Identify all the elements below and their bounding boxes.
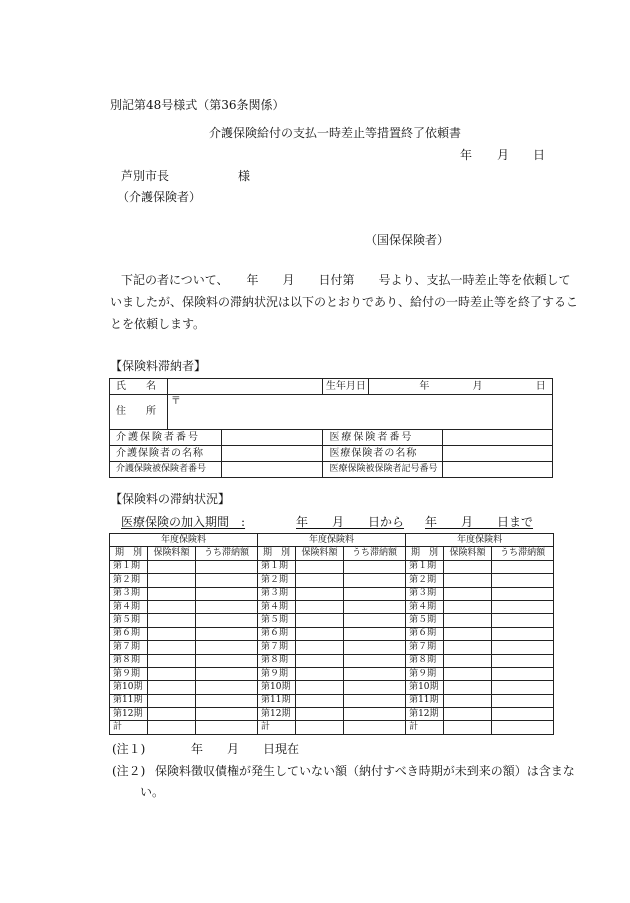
amount-cell[interactable] [296,641,344,654]
period-label-text: 第４期 [409,601,437,612]
period-label-text: 第１期 [409,561,437,572]
body-line-2: いましたが、保険料の滞納状況は以下のとおりであり、給付の一時差止等を終了するこ [110,295,579,309]
arrears-cell[interactable] [344,600,406,613]
amount-cell[interactable] [148,641,196,654]
period-label [110,694,148,707]
med-name-label: 医療保険者の名称 [323,446,443,462]
total-label [258,721,296,734]
table-row [110,574,554,587]
med-number-label: 医療保険者番号 [323,430,443,446]
col-period-header-text: 期 別 [114,548,142,559]
amount-cell[interactable] [148,667,196,680]
arrears-cell[interactable] [344,654,406,667]
period-label-text: 第12期 [261,708,291,719]
group-header [406,534,554,547]
total-amount-cell[interactable] [444,721,492,734]
group-header [110,534,258,547]
arrears-cell[interactable] [492,694,554,707]
arrears-cell[interactable] [492,627,554,640]
arrears-cell[interactable] [492,667,554,680]
period-label [406,681,444,694]
period-label [258,614,296,627]
total-label-text: 計 [113,722,123,733]
arrears-cell[interactable] [196,641,258,654]
note1-text: 年 月 日現在 [191,742,300,756]
col-period-header [110,547,148,560]
total-arrears-cell[interactable] [492,721,554,734]
arrears-cell[interactable] [196,600,258,613]
period-label [110,560,148,573]
amount-cell[interactable] [444,614,492,627]
period-label: 医療保険の加入期間 : [121,515,246,529]
name-field[interactable] [167,379,323,395]
arrears-cell[interactable] [492,641,554,654]
ltc-insured-field[interactable] [221,462,323,478]
table-row [110,694,554,707]
table-row [110,614,554,627]
amount-cell[interactable] [148,694,196,707]
note1-label: (注１) [112,742,146,756]
table-row [110,667,554,680]
amount-cell[interactable] [296,600,344,613]
period-label [406,667,444,680]
period-label [258,641,296,654]
col-period-header [258,547,296,560]
med-name-field[interactable] [443,446,553,462]
period-label-text: 第11期 [409,695,439,706]
note2-label: (注２) [112,764,146,778]
payer-table [109,378,553,478]
body-line-3: とを依頼します。 [110,317,206,331]
amount-cell[interactable] [444,587,492,600]
amount-cell[interactable] [444,641,492,654]
period-label-text: 第３期 [261,588,289,599]
col-amount-header-text: 保険料額 [301,548,338,559]
period-label-text: 第１期 [113,561,141,572]
table-row [110,600,554,613]
arrears-column-header-row [110,547,554,560]
period-label [406,708,444,721]
ltc-name-field[interactable] [221,446,323,462]
arrears-table [109,533,554,735]
arrears-group-header-row [110,534,554,547]
group-header-text: 年度保険料 [161,534,207,545]
payer-row-name [110,379,553,395]
total-arrears-cell[interactable] [344,721,406,734]
arrears-cell[interactable] [344,574,406,587]
period-label-text: 第10期 [261,681,291,692]
period-label [110,708,148,721]
period-label-text: 第７期 [409,641,437,652]
arrears-cell[interactable] [196,694,258,707]
amount-cell[interactable] [148,627,196,640]
amount-cell[interactable] [148,587,196,600]
amount-cell[interactable] [444,627,492,640]
total-amount-cell[interactable] [148,721,196,734]
period-label [406,587,444,600]
period-label [258,574,296,587]
period-label [110,600,148,613]
period-label [258,654,296,667]
arrears-cell[interactable] [492,560,554,573]
birth-year: 年 [419,380,430,392]
payer-row-3 [110,462,553,478]
arrears-cell[interactable] [344,560,406,573]
amount-cell[interactable] [296,708,344,721]
birth-day: 日 [535,380,546,392]
name-label: 氏 名 [110,379,168,395]
arrears-cell[interactable] [492,681,554,694]
col-amount-header-text: 保険料額 [153,548,190,559]
amount-cell[interactable] [296,694,344,707]
period-label [406,654,444,667]
note2-line1: 保険料徴収債権が発生していない額（納付すべき時期が未到来の額）は含まな [155,764,575,778]
address-label: 住 所 [110,395,168,430]
arrears-cell[interactable] [344,694,406,707]
col-arrears-header-text: うち滞納額 [500,548,546,559]
period-label-text: 第８期 [261,655,289,666]
arrears-cell[interactable] [344,667,406,680]
amount-cell[interactable] [148,708,196,721]
arrears-cell[interactable] [492,654,554,667]
period-label [110,654,148,667]
date-year: 年 [460,148,473,162]
body-line-1: 下記の者について、 年 月 日付第 号より、支払一時差止等を依頼して [121,273,571,287]
table-row [110,627,554,640]
amount-cell[interactable] [444,708,492,721]
table-row [110,654,554,667]
col-period-header [406,547,444,560]
med-number-field[interactable] [443,430,553,446]
period-label-text: 第12期 [113,708,143,719]
arrears-cell[interactable] [344,708,406,721]
table-row [110,587,554,600]
period-label-text: 第４期 [113,601,141,612]
table-row [110,708,554,721]
period-label [406,641,444,654]
period-label [110,574,148,587]
note2-line2: い。 [140,785,165,799]
period-label [258,708,296,721]
arrears-cell[interactable] [344,587,406,600]
period-label [110,641,148,654]
col-period-header-text: 期 別 [263,548,291,559]
amount-cell[interactable] [148,681,196,694]
period-label [110,587,148,600]
recipient-name: 芦別市長 [121,169,170,183]
period-label-text: 第９期 [261,668,289,679]
period-label [406,574,444,587]
amount-cell[interactable] [444,681,492,694]
period-label-text: 第10期 [113,681,143,692]
period-label [110,627,148,640]
period-label-text: 第３期 [113,588,141,599]
amount-cell[interactable] [444,694,492,707]
arrears-cell[interactable] [196,667,258,680]
period-label-text: 第５期 [113,615,141,626]
col-amount-header [296,547,344,560]
arrears-cell[interactable] [196,574,258,587]
amount-cell[interactable] [296,587,344,600]
arrears-cell[interactable] [196,654,258,667]
ltc-insured-label: 介護保険被保険者番号 [110,462,222,478]
col-amount-header [148,547,196,560]
period-label-text: 第８期 [113,655,141,666]
amount-cell[interactable] [296,667,344,680]
period-label [406,600,444,613]
period-label-text: 第４期 [261,601,289,612]
arrears-cell[interactable] [492,587,554,600]
period-label-text: 第２期 [409,574,437,585]
amount-cell[interactable] [296,574,344,587]
table-row [110,681,554,694]
amount-cell[interactable] [148,614,196,627]
period-label-text: 第６期 [113,628,141,639]
period-label [258,560,296,573]
amount-cell[interactable] [148,574,196,587]
col-amount-header-text: 保険料額 [449,548,486,559]
payer-row-2 [110,446,553,462]
group-header-text: 年度保険料 [309,534,355,545]
amount-cell[interactable] [444,600,492,613]
payer-row-1 [110,430,553,446]
total-label [110,721,148,734]
period-label-text: 第12期 [409,708,439,719]
arrears-cell[interactable] [196,627,258,640]
col-arrears-header [196,547,258,560]
group-header-text: 年度保険料 [457,534,503,545]
arrears-cell[interactable] [196,614,258,627]
med-insured-field[interactable] [443,462,553,478]
amount-cell[interactable] [296,654,344,667]
period-label [258,587,296,600]
date-month: 月 [497,148,510,162]
arrears-heading: 【保険料の滞納状況】 [110,492,231,506]
period-from: 年 月 日から [296,515,405,529]
ltc-number-field[interactable] [221,430,323,446]
col-arrears-header-text: うち滞納額 [204,548,250,559]
arrears-cell[interactable] [196,681,258,694]
arrears-cell[interactable] [196,587,258,600]
period-label [110,667,148,680]
med-insured-label: 医療保険被保険者記号番号 [323,462,443,478]
arrears-cell[interactable] [196,708,258,721]
document-title: 介護保険給付の支払一時差止等措置終了依頼書 [209,126,462,140]
total-label-text: 計 [261,722,271,733]
period-label-text: 第11期 [113,695,143,706]
arrears-cell[interactable] [196,560,258,573]
amount-cell[interactable] [148,560,196,573]
date-day: 日 [533,148,546,162]
period-label-text: 第９期 [113,668,141,679]
period-label [406,627,444,640]
arrears-cell[interactable] [344,641,406,654]
ltc-name-label: 介護保険者の名称 [110,446,222,462]
payer-heading: 【保険料滞納者】 [110,359,207,373]
period-label [258,627,296,640]
period-label-text: 第２期 [113,574,141,585]
form-number: 別記第48号様式（第36条関係） [110,98,285,112]
period-label-text: 第２期 [261,574,289,585]
recipient-role: （介護保険者） [117,190,202,204]
table-row [110,560,554,573]
sender-role: （国保保険者） [365,233,450,247]
arrears-cell[interactable] [492,600,554,613]
period-label [258,694,296,707]
period-label-text: 第６期 [261,628,289,639]
total-label-text: 計 [409,722,419,733]
amount-cell[interactable] [148,654,196,667]
amount-cell[interactable] [444,667,492,680]
total-amount-cell[interactable] [296,721,344,734]
birth-month: 月 [472,380,483,392]
table-row [110,641,554,654]
arrears-cell[interactable] [492,574,554,587]
payer-row-address [110,395,553,430]
arrears-cell[interactable] [344,681,406,694]
period-label [110,681,148,694]
recipient-honorific: 様 [238,169,251,183]
amount-cell[interactable] [444,654,492,667]
amount-cell[interactable] [296,614,344,627]
birth-field[interactable] [369,379,553,395]
period-label [406,614,444,627]
period-label [258,667,296,680]
period-label-text: 第１期 [261,561,289,572]
period-label-text: 第10期 [409,681,439,692]
col-arrears-header [344,547,406,560]
arrears-cell[interactable] [344,627,406,640]
col-period-header-text: 期 別 [411,548,439,559]
period-to: 年 月 日まで [425,515,534,529]
period-label-text: 第８期 [409,655,437,666]
period-label-text: 第７期 [261,641,289,652]
col-amount-header [444,547,492,560]
total-row [110,721,554,734]
address-field[interactable] [167,395,552,430]
period-label [406,694,444,707]
arrears-cell[interactable] [492,708,554,721]
period-label [406,560,444,573]
ltc-number-label: 介護保険者番号 [110,430,222,446]
col-arrears-header-text: うち滞納額 [352,548,398,559]
period-label-text: 第９期 [409,668,437,679]
arrears-cell[interactable] [492,614,554,627]
period-label-text: 第３期 [409,588,437,599]
period-label-text: 第６期 [409,628,437,639]
period-label [110,614,148,627]
amount-cell[interactable] [296,681,344,694]
period-label-text: 第11期 [261,695,291,706]
amount-cell[interactable] [148,600,196,613]
amount-cell[interactable] [444,574,492,587]
period-label [258,600,296,613]
arrears-cell[interactable] [344,614,406,627]
amount-cell[interactable] [444,560,492,573]
period-label [258,681,296,694]
birth-label: 生年月日 [323,379,369,395]
total-arrears-cell[interactable] [196,721,258,734]
period-label-text: 第５期 [261,615,289,626]
group-header [258,534,406,547]
col-arrears-header [492,547,554,560]
amount-cell[interactable] [296,627,344,640]
amount-cell[interactable] [296,560,344,573]
total-label [406,721,444,734]
period-label-text: 第５期 [409,615,437,626]
postal-mark: 〒 [170,396,181,407]
period-label-text: 第７期 [113,641,141,652]
